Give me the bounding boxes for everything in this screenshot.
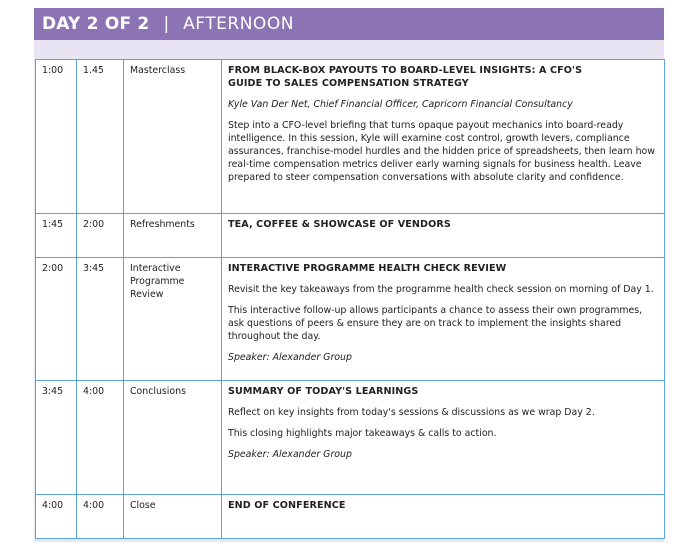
end-time: 4:00: [77, 381, 124, 495]
start-time: 2:00: [36, 258, 77, 381]
start-time: 3:45: [36, 381, 77, 495]
session-description: This interactive follow-up allows participants a chance to assess their own programmes, ask questions of peers & ensure they are on track to implement the insights shared throughout the day.: [228, 305, 643, 342]
session-type: Masterclass: [124, 60, 222, 214]
end-time: 4:00: [77, 495, 124, 539]
session-title: FROM BLACK-BOX PAYOUTS TO BOARD-LEVEL INSIGHTS: A CFO'S GUIDE TO SALES COMPENSATION STRATEGY: [228, 65, 583, 89]
session-details: [222, 60, 665, 214]
session-description: Reflect on key insights from today's sessions & discussions as we wrap Day 2.: [228, 407, 595, 418]
header-separator: |: [163, 14, 170, 34]
session-title: TEA, COFFEE & SHOWCASE OF VENDORS: [228, 219, 451, 230]
session-type: Conclusions: [124, 381, 222, 495]
agenda-row: [36, 495, 665, 539]
start-time: 1:00: [36, 60, 77, 214]
agenda-row: [36, 60, 665, 214]
agenda-table: [35, 59, 665, 539]
start-time: 4:00: [36, 495, 77, 539]
session-type: Refreshments: [124, 214, 222, 258]
session-details: [222, 214, 665, 258]
end-time: 3:45: [77, 258, 124, 381]
day-label: DAY 2 OF 2: [42, 14, 150, 34]
session-details: [222, 258, 665, 381]
session-speaker: Kyle Van Der Net, Chief Financial Officer, Capricorn Financial Consultancy: [228, 99, 573, 110]
start-time: 1:45: [36, 214, 77, 258]
session-speaker: Speaker: Alexander Group: [228, 352, 352, 363]
session-description: This closing highlights major takeaways & calls to action.: [228, 428, 497, 439]
session-speaker: Speaker: Alexander Group: [228, 449, 352, 460]
agenda-row: [36, 214, 665, 258]
session-title: SUMMARY OF TODAY'S LEARNINGS: [228, 386, 419, 397]
day-header-banner: [34, 8, 664, 40]
session-description: Revisit the key takeaways from the programme health check session on morning of Day 1.: [228, 284, 654, 295]
session-title: END OF CONFERENCE: [228, 500, 346, 511]
end-time: 1.45: [77, 60, 124, 214]
session-details: [222, 495, 665, 539]
session-details: [222, 381, 665, 495]
part-of-day-label: AFTERNOON: [183, 14, 294, 34]
agenda-row: [36, 381, 665, 495]
session-description: Step into a CFO-level briefing that turns opaque payout mechanics into board-ready intelligence. In this session, Kyle will examine cost control, growth levers, compliance assurances, franchise-model hurdles and the hidden price of spreadsheets, then learn how real-time compensation metrics deliver early warning signals for business health. Leave prepared to steer compensation conversations with absolute clarity and confidence.: [228, 120, 655, 183]
end-time: 2:00: [77, 214, 124, 258]
session-title: INTERACTIVE PROGRAMME HEALTH CHECK REVIEW: [228, 263, 507, 274]
session-type: Close: [124, 495, 222, 539]
agenda-row: [36, 258, 665, 381]
session-type: Interactive Programme Review: [124, 258, 222, 381]
